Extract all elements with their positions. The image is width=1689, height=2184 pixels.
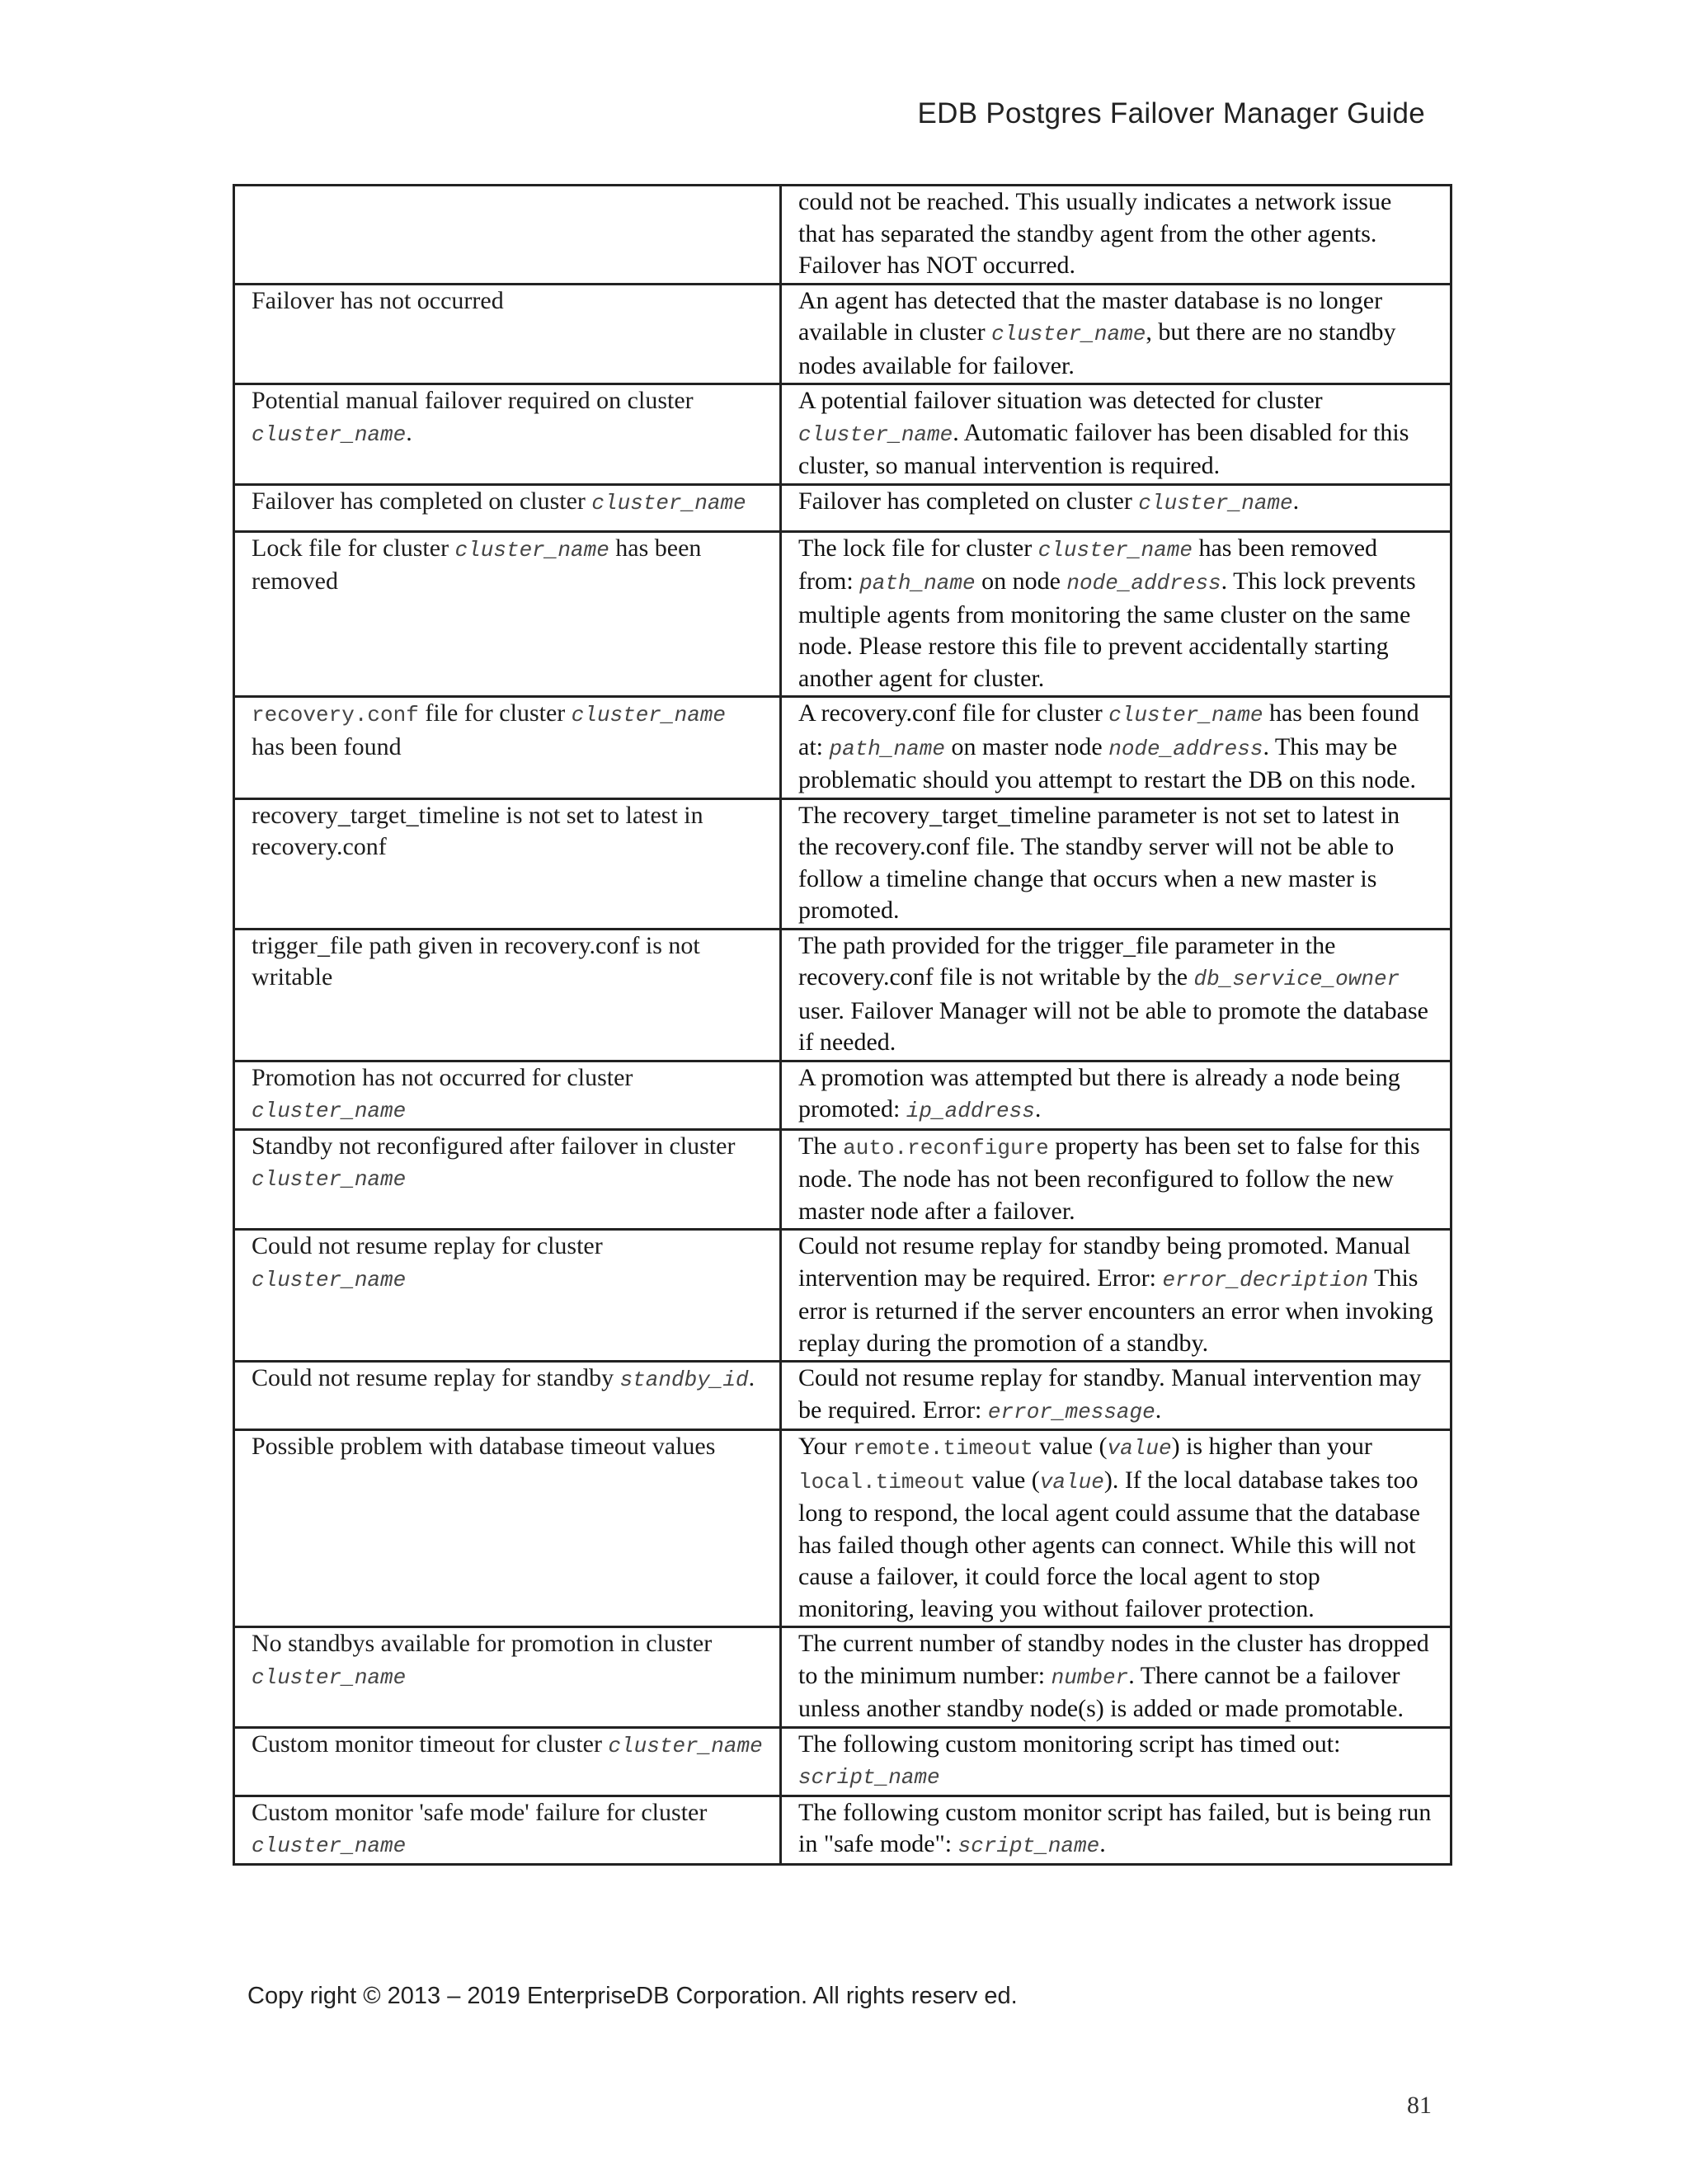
text-run: . This lock prevents multiple agents from monitoring the same cluster on the same node. Please restore this file to prevent accidentally starting another agent for cluster. (798, 567, 1416, 692)
table-row (234, 384, 1451, 485)
code-text: cluster_name (252, 1664, 407, 1690)
description-cell (781, 1796, 1451, 1864)
message-cell (234, 1362, 781, 1430)
text-run: property has been set to false for this node. The node has not been reconfigured to follow the new master node after a failover. (798, 1132, 1420, 1225)
description-cell (781, 697, 1451, 799)
message-cell (234, 1061, 781, 1129)
code-text: error_message (987, 1399, 1155, 1424)
description-cell (781, 531, 1451, 697)
text-run: Possible problem with database timeout values (252, 1433, 716, 1460)
text-run: file for cluster (418, 699, 572, 727)
text-run: has been found at: (798, 699, 1419, 760)
code-text: value (1039, 1469, 1104, 1494)
text-run: The current number of standby nodes in the cluster has dropped to the minimum number: (798, 1630, 1429, 1689)
code-text: number (1051, 1664, 1129, 1690)
text-run: ). If the local database takes too long to respond, the local agent could assume that the database has failed though other agents can connect. While this will not cause a failover, it could force the local agent to stop monitoring, leaving you without failover protection. (798, 1466, 1420, 1622)
text-run: . There cannot be a failover unless another standby node(s) is added or made promotable. (798, 1661, 1404, 1722)
text-run: . (748, 1364, 755, 1391)
text-run: Promotion has not occurred for cluster (252, 1063, 633, 1091)
table-row (234, 1627, 1451, 1728)
text-run: The (798, 1132, 844, 1160)
text-run: trigger_file path given in recovery.conf is not writable (252, 931, 700, 991)
table-row (234, 484, 1451, 531)
text-run: Could not resume replay for cluster (252, 1232, 603, 1259)
message-cell (234, 384, 781, 485)
table-row (234, 1430, 1451, 1627)
text-run: . (406, 418, 412, 446)
text-run: user. Failover Manager will not be able to promote the database if needed. (798, 996, 1428, 1056)
message-cell (234, 1727, 781, 1796)
text-run: . This may be problematic should you attempt to restart the DB on this node. (798, 732, 1417, 793)
table-row (234, 697, 1451, 799)
text-run: has been found (252, 732, 402, 760)
text-run: The lock file for cluster (798, 534, 1038, 562)
table-row (234, 1061, 1451, 1129)
text-run: . Automatic failover has been disabled for this cluster, so manual intervention is required. (798, 418, 1409, 479)
code-text: recovery.conf (252, 703, 419, 727)
code-text: script_name (957, 1833, 1100, 1858)
message-cell (234, 1430, 781, 1627)
table-row (234, 1230, 1451, 1362)
message-cell (234, 484, 781, 531)
code-text: node_address (1108, 736, 1263, 761)
text-run: A potential failover situation was detected for cluster (798, 387, 1323, 414)
description-cell (781, 284, 1451, 384)
text-run: . (1034, 1095, 1042, 1123)
code-text: standby_id (619, 1367, 749, 1392)
text-run: value ( (1033, 1433, 1108, 1460)
message-cell (234, 697, 781, 799)
description-cell (781, 1230, 1451, 1362)
description-cell (781, 384, 1451, 485)
text-run: Lock file for cluster (252, 534, 455, 562)
text-run: An agent has detected that the master database is no longer available in cluster (798, 286, 1383, 346)
description-cell (781, 186, 1451, 285)
description-cell (781, 798, 1451, 929)
code-text: local.timeout (798, 1469, 966, 1494)
text-run: A promotion was attempted but there is already a node being promoted: (798, 1063, 1400, 1123)
code-text: cluster_name (252, 421, 407, 447)
table-row (234, 1129, 1451, 1230)
text-run: value ( (965, 1466, 1040, 1494)
code-text: path_name (859, 571, 976, 595)
code-text: auto.reconfigure (843, 1135, 1049, 1160)
code-text: cluster_name (454, 537, 609, 562)
message-cell (234, 531, 781, 697)
code-text: cluster_name (591, 490, 746, 515)
description-cell (781, 1061, 1451, 1129)
code-text: value (1107, 1436, 1172, 1461)
text-run: on master node (944, 732, 1109, 760)
code-text: cluster_name (252, 1267, 407, 1292)
code-text: cluster_name (1037, 537, 1193, 562)
table-row (234, 798, 1451, 929)
description-cell (781, 1362, 1451, 1430)
text-run: The recovery_target_timeline parameter is not set to latest in the recovery.conf file. The standby server will not be able to follow a timeline change that occurs when a new master is promoted. (798, 801, 1400, 924)
description-cell (781, 1430, 1451, 1627)
message-cell (234, 1796, 781, 1864)
description-cell (781, 1727, 1451, 1796)
code-text: cluster_name (991, 322, 1146, 346)
text-run: Could not resume replay for standby (252, 1364, 620, 1391)
code-text: cluster_name (608, 1733, 763, 1758)
code-text: node_address (1066, 571, 1221, 595)
code-text: cluster_name (571, 703, 726, 727)
message-cell (234, 798, 781, 929)
page-number: 81 (1407, 2092, 1432, 2119)
text-run: . (1155, 1396, 1162, 1424)
text-run: The following custom monitor script has failed, but is being run in "safe mode": (798, 1798, 1432, 1857)
table-row (234, 186, 1451, 285)
text-run: , but there are no standby nodes available for failover. (798, 318, 1396, 379)
code-text: cluster_name (798, 421, 953, 447)
table-row (234, 929, 1451, 1061)
text-run: Potential manual failover required on cluster (252, 387, 694, 414)
table-row (234, 284, 1451, 384)
text-run: Failover has completed on cluster (798, 487, 1139, 515)
code-text: error_decription (1162, 1267, 1369, 1292)
text-run: . (1099, 1830, 1106, 1857)
text-run: No standbys available for promotion in cluster (252, 1630, 713, 1657)
text-run: Failover has not occurred (252, 286, 504, 314)
table-row (234, 1362, 1451, 1430)
message-cell (234, 929, 781, 1061)
text-run: The path provided for the trigger_file parameter in the recovery.conf file is not writable by the (798, 931, 1336, 991)
message-cell (234, 1627, 781, 1728)
table-row (234, 1796, 1451, 1864)
message-cell (234, 1230, 781, 1362)
description-cell (781, 929, 1451, 1061)
code-text: cluster_name (252, 1833, 407, 1858)
code-text: path_name (829, 736, 945, 761)
text-run: Failover has completed on cluster (252, 487, 592, 515)
table-row (234, 1727, 1451, 1796)
text-run: Your (798, 1433, 854, 1460)
text-run: has been removed (252, 534, 702, 595)
text-run: recovery_target_timeline is not set to latest in recovery.conf (252, 801, 703, 860)
code-text: remote.timeout (853, 1436, 1033, 1461)
message-cell (234, 1129, 781, 1230)
description-cell (781, 484, 1451, 531)
text-run: Could not resume replay for standby being promoted. Manual intervention may be required. Error: (798, 1232, 1411, 1292)
running-header: EDB Postgres Failover Manager Guide (917, 97, 1425, 129)
text-run: Could not resume replay for standby. Manual intervention may be required. Error: (798, 1364, 1422, 1424)
text-run: on node (975, 567, 1067, 595)
code-text: ip_address (906, 1099, 1035, 1123)
text-run: A recovery.conf file for cluster (798, 699, 1109, 727)
code-text: cluster_name (252, 1167, 407, 1192)
description-cell (781, 1129, 1451, 1230)
code-text: script_name (798, 1765, 940, 1790)
text-run: could not be reached. This usually indicates a network issue that has separated the standby agent from the other agents. Failover has NOT occurred. (798, 188, 1392, 279)
text-run: The following custom monitoring script has timed out: (798, 1730, 1341, 1758)
text-run: Standby not reconfigured after failover in cluster (252, 1132, 736, 1160)
message-cell (234, 284, 781, 384)
description-cell (781, 1627, 1451, 1728)
text-run: Custom monitor timeout for cluster (252, 1730, 609, 1758)
text-run: . (1292, 487, 1300, 515)
text-run: has been removed from: (798, 534, 1378, 595)
copyright-footer: Copy right © 2013 – 2019 EnterpriseDB Corporation. All rights reserv ed. (247, 1983, 1018, 2009)
message-table-body (234, 186, 1451, 1865)
code-text: cluster_name (252, 1099, 407, 1123)
code-text: cluster_name (1138, 490, 1293, 515)
text-run: Custom monitor 'safe mode' failure for cluster (252, 1798, 708, 1826)
message-cell (234, 186, 781, 285)
code-text: cluster_name (1108, 703, 1263, 727)
message-table (233, 184, 1452, 1866)
code-text: db_service_owner (1193, 967, 1400, 991)
text-run: This error is returned if the server encounters an error when invoking replay during the promotion of a standby. (798, 1264, 1433, 1357)
text-run: ) is higher than your (1171, 1433, 1372, 1460)
table-row (234, 531, 1451, 697)
